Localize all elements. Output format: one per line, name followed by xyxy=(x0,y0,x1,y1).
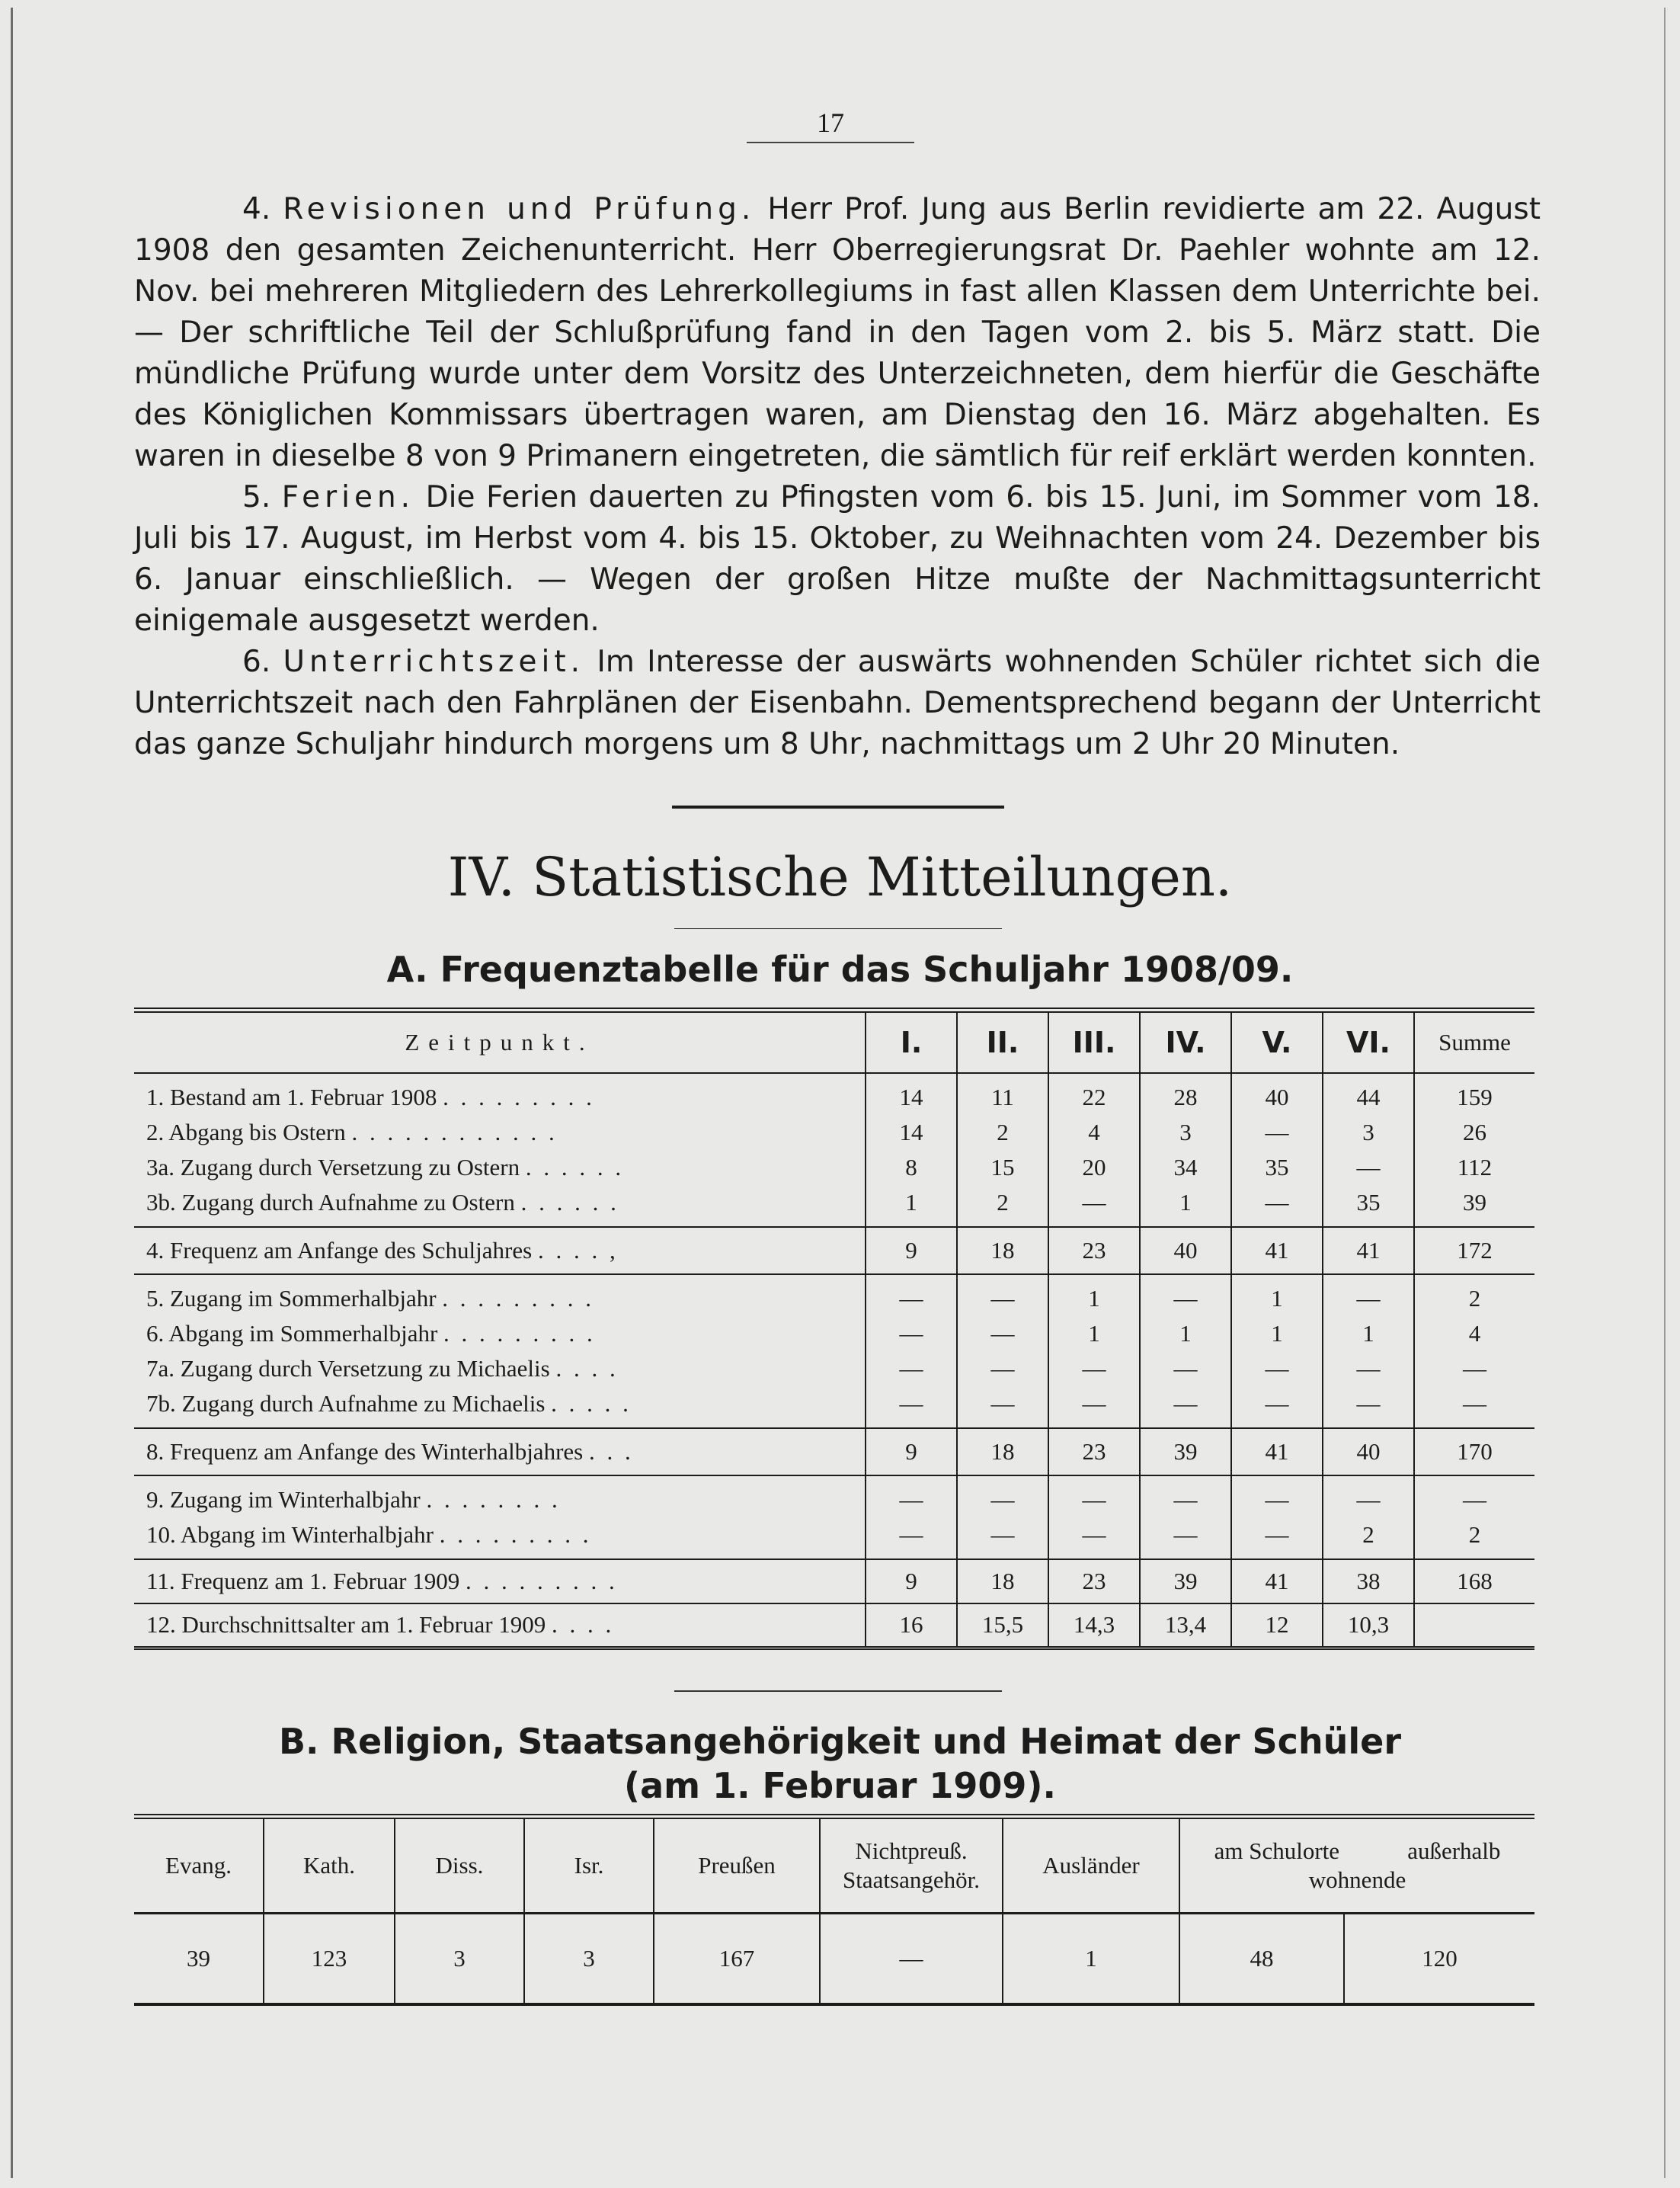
cell: — xyxy=(1231,1351,1323,1386)
cell: — xyxy=(1323,1475,1414,1517)
section-5-text: Die Ferien dauerten zu Pfingsten vom 6. bis 15. Juni, im Sommer vom 18. Juli bis 17. August, im Herbst vom 4. bis 15. Oktober, zu Weihnachten vom 24. Dezember bis 6. Januar einschließlich. — Wegen der großen Hitze mußte der Nachmittagsunterricht einigemale ausgesetzt werden. xyxy=(134,480,1541,638)
cell: 1 xyxy=(1231,1274,1323,1316)
cell: — xyxy=(1231,1475,1323,1517)
cell: 41 xyxy=(1231,1428,1323,1475)
cell: 14 xyxy=(866,1073,957,1115)
cell: 23 xyxy=(1048,1227,1140,1274)
cell: 38 xyxy=(1323,1559,1414,1603)
cell: 2 xyxy=(1414,1274,1534,1316)
header-class-4: IV. xyxy=(1140,1011,1231,1074)
row-label: 10. Abgang im Winterhalbjahr . . . . . . . . . xyxy=(134,1517,866,1559)
page-number: 17 xyxy=(747,107,914,143)
section-4-text: Herr Prof. Jung aus Berlin revidierte am 22. August 1908 den gesamten Zeichenunterricht. Herr Oberregierungsrat Dr. Paehler wohnte am 12. Nov. bei mehreren Mitgliedern des Lehrerkollegiums in fast allen Klassen dem Unterrichte bei. — Der schriftliche Teil der Schlußprüfung fand in den Tagen vom 2. bis 5. März statt. Die mündliche Prüfung wurde unter dem Vorsitz des Unterzeichneten, dem hierfür die Geschäfte des Königlichen Kommissars übertragen waren, am Dienstag den 16. März abgehalten. Es waren in dieselbe 8 von 9 Primanern eingetreten, die sämtlich für reif erklärt werden konnten. xyxy=(134,192,1541,473)
cell: — xyxy=(1323,1386,1414,1428)
cell: — xyxy=(1414,1475,1534,1517)
cell xyxy=(1414,1603,1534,1648)
table-b-title-line-1: B. Religion, Staatsangehörigkeit und Heimat der Schüler xyxy=(278,1721,1402,1762)
cell: 9 xyxy=(866,1559,957,1603)
table-b-header-row xyxy=(134,1817,1534,1914)
cell: 1 xyxy=(1140,1316,1231,1351)
header-wohnende-label: wohnende xyxy=(1308,1866,1406,1893)
cell-diss: 3 xyxy=(395,1914,524,2005)
header-class-2: II. xyxy=(957,1011,1048,1074)
header-class-6: VI. xyxy=(1323,1011,1414,1074)
cell: 40 xyxy=(1323,1428,1414,1475)
cell: 3 xyxy=(1323,1115,1414,1150)
header-am-schulorte: am Schulorte xyxy=(1214,1837,1340,1864)
cell: 2 xyxy=(1323,1517,1414,1559)
header-nichtpreuss xyxy=(820,1817,1003,1914)
cell: 35 xyxy=(1231,1150,1323,1185)
cell: 3 xyxy=(1140,1115,1231,1150)
table-row xyxy=(134,1351,1534,1386)
section-4-paragraph xyxy=(134,189,1541,477)
cell: — xyxy=(866,1351,957,1386)
cell: 13,4 xyxy=(1140,1603,1231,1648)
cell-evang: 39 xyxy=(187,1945,210,1972)
cell: — xyxy=(1323,1351,1414,1386)
header-class-5: V. xyxy=(1231,1011,1323,1074)
cell: — xyxy=(1414,1386,1534,1428)
cell-preussen: 167 xyxy=(654,1914,820,2005)
header-nichtpreuss-line-2: Staatsangehör. xyxy=(843,1866,980,1893)
table-row xyxy=(134,1428,1534,1475)
section-5-label: 5. xyxy=(242,480,282,514)
cell: 14,3 xyxy=(1048,1603,1140,1648)
cell: — xyxy=(1323,1274,1414,1316)
prose-block xyxy=(134,189,1541,765)
cell: — xyxy=(1140,1274,1231,1316)
frequency-table xyxy=(134,1008,1534,1650)
header-summe: Summe xyxy=(1414,1011,1534,1074)
cell: — xyxy=(866,1517,957,1559)
table-b-title xyxy=(0,1719,1680,1808)
cell: 14 xyxy=(866,1115,957,1150)
table-row xyxy=(134,1227,1534,1274)
cell: 39 xyxy=(1140,1559,1231,1603)
row-label: 11. Frequenz am 1. Februar 1909 . . . . . . . . . xyxy=(134,1559,866,1603)
cell: 39 xyxy=(1140,1428,1231,1475)
table-row xyxy=(134,1185,1534,1227)
cell: 159 xyxy=(1414,1073,1534,1115)
cell: 41 xyxy=(1231,1559,1323,1603)
cell: 22 xyxy=(1048,1073,1140,1115)
header-class-1: I. xyxy=(866,1011,957,1074)
cell: — xyxy=(957,1274,1048,1316)
row-label: 6. Abgang im Sommerhalbjahr . . . . . . . . . xyxy=(146,1320,596,1347)
row-label: 2. Abgang bis Ostern . . . . . . . . . . . . xyxy=(146,1119,558,1145)
cell: 40 xyxy=(1140,1227,1231,1274)
cell: 2 xyxy=(1414,1517,1534,1559)
cell: — xyxy=(866,1475,957,1517)
cell: 1 xyxy=(1323,1316,1414,1351)
divider-thin-2 xyxy=(674,1690,1002,1692)
section-6-text: Im Interesse der auswärts wohnenden Schüler richtet sich die Unterrichtszeit nach den Fahrplänen der Eisenbahn. Dementsprechend begann der Unterricht das ganze Schuljahr hindurch morgens um 8 Uhr, nachmittags um 2 Uhr 20 Minuten. xyxy=(134,645,1541,761)
header-kath: Kath. xyxy=(264,1817,395,1914)
cell-am-schulorte: 48 xyxy=(1179,1914,1344,2005)
cell: 4 xyxy=(1048,1115,1140,1150)
row-label: 3b. Zugang durch Aufnahme zu Ostern . . . . . . xyxy=(134,1185,866,1227)
cell: 20 xyxy=(1048,1150,1140,1185)
table-row xyxy=(134,1386,1534,1428)
table-row xyxy=(134,1475,1534,1517)
cell: 1 xyxy=(1140,1185,1231,1227)
cell: — xyxy=(1231,1386,1323,1428)
cell: — xyxy=(957,1351,1048,1386)
table-header-row xyxy=(134,1011,1534,1074)
section-6-label: 6. xyxy=(242,645,283,679)
cell: — xyxy=(866,1386,957,1428)
cell: 168 xyxy=(1414,1559,1534,1603)
cell: 26 xyxy=(1414,1115,1534,1150)
table-row xyxy=(134,1150,1534,1185)
cell: 11 xyxy=(957,1073,1048,1115)
header-preussen: Preußen xyxy=(654,1817,820,1914)
cell: 15,5 xyxy=(957,1603,1048,1648)
header-ausserhalb: außerhalb xyxy=(1407,1837,1501,1864)
cell: 15 xyxy=(957,1150,1048,1185)
cell: — xyxy=(1231,1185,1323,1227)
cell: 39 xyxy=(1414,1185,1534,1227)
table-row xyxy=(134,1517,1534,1559)
cell: 1 xyxy=(1231,1316,1323,1351)
cell: — xyxy=(1140,1475,1231,1517)
row-label: 1. Bestand am 1. Februar 1908 . . . . . . . . . xyxy=(146,1084,595,1110)
religion-table xyxy=(134,1814,1534,2006)
section-4-label: 4. xyxy=(242,192,283,226)
row-label: 4. Frequenz am Anfange des Schuljahres . . . . , xyxy=(134,1227,866,1274)
cell: — xyxy=(1048,1185,1140,1227)
cell-isr: 3 xyxy=(524,1914,654,2005)
header-wohnende xyxy=(1179,1817,1534,1914)
cell: — xyxy=(1140,1517,1231,1559)
row-label: 12. Durchschnittsalter am 1. Februar 1909 . . . . xyxy=(146,1611,615,1639)
cell: — xyxy=(1140,1351,1231,1386)
cell: 18 xyxy=(957,1559,1048,1603)
table-b-data-row xyxy=(134,1914,1534,2005)
cell-nichtpreuss: — xyxy=(820,1914,1003,2005)
cell: 40 xyxy=(1231,1073,1323,1115)
section-4-title: Revisionen und Prüfung. xyxy=(283,192,756,226)
cell: 41 xyxy=(1231,1227,1323,1274)
table-b-title-line-2: (am 1. Februar 1909). xyxy=(624,1765,1056,1806)
table-row xyxy=(134,1316,1534,1351)
header-isr: Isr. xyxy=(524,1817,654,1914)
row-label: 9. Zugang im Winterhalbjahr . . . . . . . . xyxy=(146,1486,561,1513)
cell: — xyxy=(957,1475,1048,1517)
row-label: 5. Zugang im Sommerhalbjahr . . . . . . . . . xyxy=(146,1285,595,1312)
cell-ausserhalb: 120 xyxy=(1344,1914,1534,2005)
header-zeitpunkt: Zeitpunkt. xyxy=(134,1011,866,1074)
cell: 1 xyxy=(866,1185,957,1227)
cell: — xyxy=(1231,1517,1323,1559)
table-row xyxy=(134,1073,1534,1115)
cell: — xyxy=(1323,1150,1414,1185)
section-5-paragraph xyxy=(134,477,1541,642)
cell: 44 xyxy=(1323,1073,1414,1115)
header-evang: Evang. xyxy=(134,1817,264,1914)
cell: 172 xyxy=(1414,1227,1534,1274)
cell: — xyxy=(957,1316,1048,1351)
cell: 23 xyxy=(1048,1428,1140,1475)
header-diss: Diss. xyxy=(395,1817,524,1914)
cell: — xyxy=(1414,1351,1534,1386)
cell: 18 xyxy=(957,1227,1048,1274)
cell-auslaender: 1 xyxy=(1003,1914,1179,2005)
header-class-3: III. xyxy=(1048,1011,1140,1074)
section-6-title: Unterrichtszeit. xyxy=(283,645,585,679)
cell: — xyxy=(1231,1115,1323,1150)
row-label: 7a. Zugang durch Versetzung zu Michaelis . . . . xyxy=(146,1355,619,1382)
cell: 41 xyxy=(1323,1227,1414,1274)
cell: 2 xyxy=(957,1185,1048,1227)
section-5-title: Ferien. xyxy=(281,480,415,514)
table-row xyxy=(134,1115,1534,1150)
cell: 9 xyxy=(866,1428,957,1475)
cell: 10,3 xyxy=(1323,1603,1414,1648)
cell: — xyxy=(957,1517,1048,1559)
cell: 23 xyxy=(1048,1559,1140,1603)
table-row xyxy=(134,1274,1534,1316)
row-label: 7b. Zugang durch Aufnahme zu Michaelis . . . . . xyxy=(134,1386,866,1428)
cell: — xyxy=(866,1316,957,1351)
table-row xyxy=(134,1559,1534,1603)
cell: — xyxy=(1048,1351,1140,1386)
cell: 170 xyxy=(1414,1428,1534,1475)
section-heading: IV. Statistische Mitteilungen. xyxy=(447,846,1233,908)
header-auslaender: Ausländer xyxy=(1003,1817,1179,1914)
cell: — xyxy=(866,1274,957,1316)
section-6-paragraph xyxy=(134,642,1541,765)
cell: — xyxy=(1140,1386,1231,1428)
cell: — xyxy=(1048,1517,1140,1559)
cell: — xyxy=(957,1386,1048,1428)
row-label: 8. Frequenz am Anfange des Winterhalbjahres . . . xyxy=(134,1428,866,1475)
cell: — xyxy=(1048,1386,1140,1428)
cell-kath: 123 xyxy=(264,1914,395,2005)
cell: 18 xyxy=(957,1428,1048,1475)
header-nichtpreuss-line-1: Nichtpreuß. xyxy=(855,1837,968,1864)
cell: 12 xyxy=(1231,1603,1323,1648)
cell: 1 xyxy=(1048,1274,1140,1316)
cell: 28 xyxy=(1140,1073,1231,1115)
cell: 2 xyxy=(957,1115,1048,1150)
table-a-title: A. Frequenztabelle für das Schuljahr 1908/09. xyxy=(386,949,1294,990)
cell: 112 xyxy=(1414,1150,1534,1185)
cell: 4 xyxy=(1414,1316,1534,1351)
cell: 35 xyxy=(1323,1185,1414,1227)
cell: 8 xyxy=(866,1150,957,1185)
divider-thin xyxy=(674,928,1002,929)
cell: 9 xyxy=(866,1227,957,1274)
header-wohnende-split xyxy=(1180,1837,1534,1866)
cell: 34 xyxy=(1140,1150,1231,1185)
divider-thick xyxy=(672,806,1004,809)
cell: — xyxy=(1048,1475,1140,1517)
cell: 16 xyxy=(866,1603,957,1648)
row-label: 3a. Zugang durch Versetzung zu Ostern . . . . . . xyxy=(146,1154,625,1180)
cell: 1 xyxy=(1048,1316,1140,1351)
table-row xyxy=(134,1603,1534,1648)
